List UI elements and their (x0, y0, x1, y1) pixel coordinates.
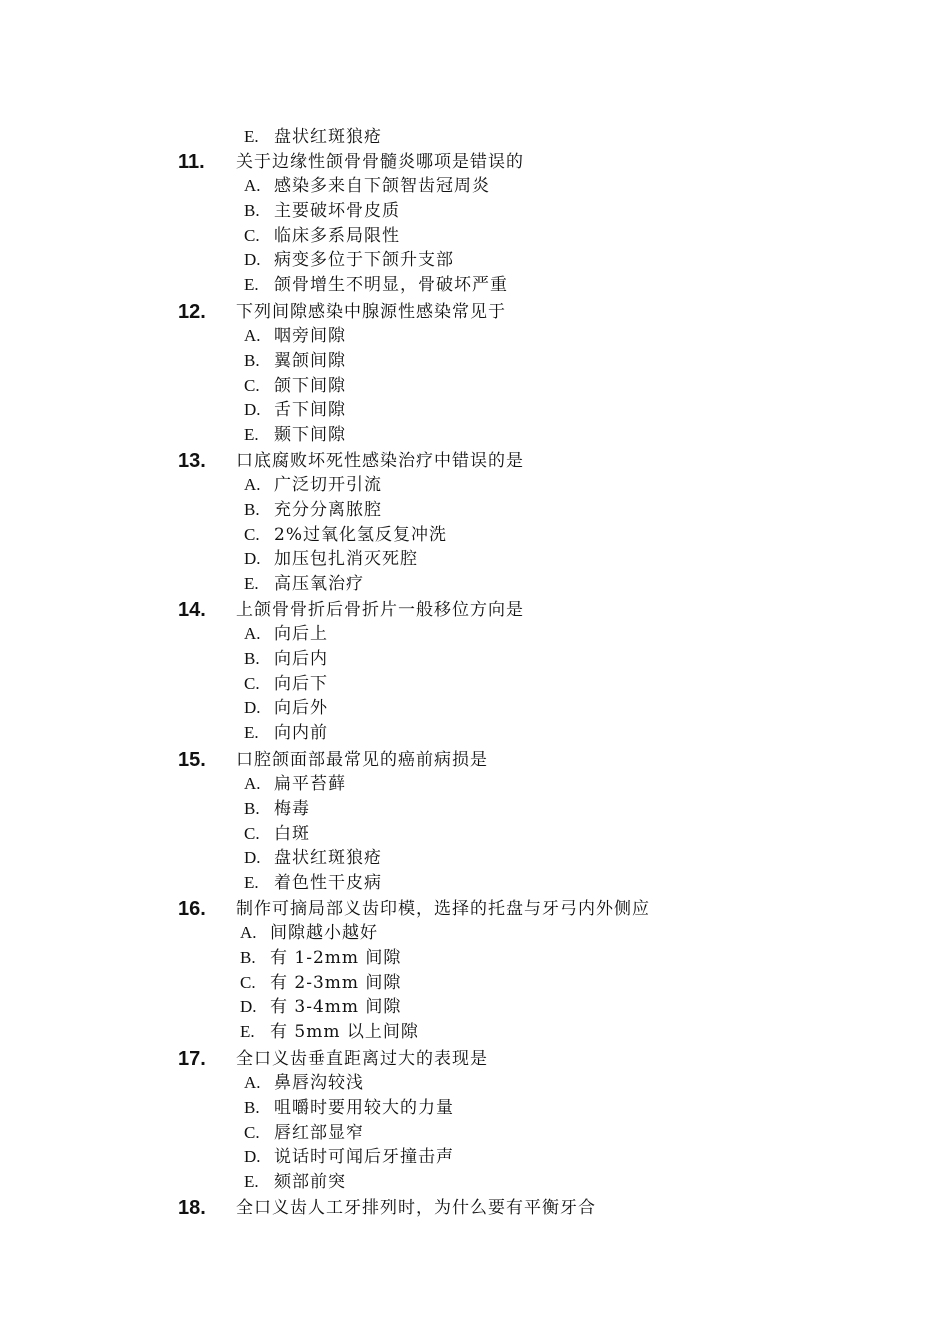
option-letter: A. (244, 774, 261, 793)
option-d (240, 996, 401, 1018)
question-number: 11. (178, 151, 205, 173)
option-text: 唇红部显窄 (274, 1123, 364, 1143)
option-text: 病变多位于下颌升支部 (274, 250, 454, 270)
option-letter: E. (244, 275, 259, 294)
option-d (244, 249, 454, 271)
option-letter: D. (244, 250, 261, 269)
option-text: 舌下间隙 (274, 400, 346, 420)
option-text: 有 1-2mm 间隙 (270, 948, 402, 968)
question-text: 制作可摘局部义齿印模，选择的托盘与牙弓内外侧应 (236, 899, 650, 919)
question-17 (178, 1047, 488, 1071)
option-b (240, 947, 401, 969)
question-text: 上颌骨骨折后骨折片一般移位方向是 (236, 600, 524, 620)
option-letter: B. (244, 500, 260, 519)
option-a (240, 922, 378, 944)
option-text: 向内前 (274, 723, 328, 743)
option-text: 加压包扎消灭死腔 (274, 549, 418, 569)
option-text: 向后内 (274, 649, 328, 669)
question-15 (178, 748, 488, 772)
option-letter: D. (244, 400, 261, 419)
option-letter: B. (244, 649, 260, 668)
option-d (244, 847, 382, 869)
option-letter: E. (240, 1022, 255, 1041)
option-letter: B. (240, 948, 256, 967)
option-d (244, 1146, 454, 1168)
option-b (244, 1097, 454, 1119)
question-12 (178, 300, 506, 324)
option-text: 充分分离脓腔 (274, 500, 382, 520)
option-text: 高压氧治疗 (274, 574, 364, 594)
option-letter: E. (244, 723, 259, 742)
option-text: 感染多来自下颌智齿冠周炎 (274, 176, 490, 196)
option-letter: C. (244, 376, 260, 395)
option-e (244, 872, 382, 894)
option-e (244, 1171, 346, 1193)
question-13 (178, 449, 524, 473)
question-number: 15. (178, 749, 206, 771)
option-text: 有 3-4mm 间隙 (270, 997, 402, 1017)
option-letter: C. (244, 674, 260, 693)
option-b (244, 350, 346, 372)
option-letter: C. (244, 226, 260, 245)
option-c (244, 673, 328, 695)
question-text: 下列间隙感染中腺源性感染常见于 (236, 302, 506, 322)
question-text: 关于边缘性颌骨骨髓炎哪项是错误的 (236, 152, 524, 172)
option-text: 盘状红斑狼疮 (274, 848, 382, 868)
option-e (244, 274, 508, 296)
question-11 (178, 150, 524, 174)
option-letter: A. (244, 326, 261, 345)
question-text: 全口义齿垂直距离过大的表现是 (236, 1049, 488, 1069)
option-b (244, 200, 400, 222)
option-text: 说话时可闻后牙撞击声 (274, 1147, 454, 1167)
option-letter: A. (240, 923, 257, 942)
option-text: 向后上 (274, 624, 328, 644)
option-text: 颌骨增生不明显，骨破坏严重 (274, 275, 508, 295)
option-letter: A. (244, 475, 261, 494)
option-text: 咽旁间隙 (274, 326, 346, 346)
question-number: 12. (178, 301, 206, 323)
question-number: 18. (178, 1197, 206, 1219)
option-letter: E. (244, 574, 259, 593)
option-b (244, 648, 328, 670)
question-16 (178, 897, 650, 921)
option-letter: E. (244, 1172, 259, 1191)
option-a (244, 773, 346, 795)
option-d (244, 548, 418, 570)
option-c (240, 972, 401, 994)
option-e (244, 722, 328, 744)
option-c (244, 375, 346, 397)
option-text: 鼻唇沟较浅 (274, 1073, 364, 1093)
question-number: 16. (178, 898, 206, 920)
option-a (244, 325, 346, 347)
option-letter: B. (244, 1098, 260, 1117)
option-text: 盘状红斑狼疮 (274, 127, 382, 147)
option-a (244, 474, 382, 496)
option-letter: A. (244, 1073, 261, 1092)
option-c (244, 1122, 364, 1144)
option-c (244, 823, 310, 845)
option-a (244, 623, 328, 645)
leading-option (244, 126, 382, 148)
option-text: 梅毒 (274, 799, 310, 819)
option-letter: B. (244, 799, 260, 818)
option-text: 扁平苔藓 (274, 774, 346, 794)
option-text: 有 5mm 以上间隙 (270, 1022, 419, 1042)
option-letter: B. (244, 201, 260, 220)
option-c (244, 524, 447, 546)
option-letter: E. (244, 873, 259, 892)
option-d (244, 399, 346, 421)
option-letter: E. (244, 425, 259, 444)
option-text: 广泛切开引流 (274, 475, 382, 495)
option-letter: C. (244, 525, 260, 544)
question-text: 全口义齿人工牙排列时，为什么要有平衡牙合 (236, 1198, 596, 1218)
option-letter: D. (244, 848, 261, 867)
question-14 (178, 598, 524, 622)
option-letter: C. (244, 824, 260, 843)
option-letter: E. (244, 127, 259, 146)
option-letter: A. (244, 624, 261, 643)
option-letter: D. (244, 1147, 261, 1166)
question-text: 口底腐败坏死性感染治疗中错误的是 (236, 451, 524, 471)
option-text: 向后下 (274, 674, 328, 694)
option-text: 颞下间隙 (274, 425, 346, 445)
question-number: 14. (178, 599, 206, 621)
option-text: 2%过氧化氢反复冲洗 (274, 525, 447, 545)
option-text: 翼颌间隙 (274, 351, 346, 371)
option-b (244, 798, 310, 820)
option-letter: C. (240, 973, 256, 992)
option-letter: B. (244, 351, 260, 370)
option-d (244, 697, 328, 719)
option-letter: C. (244, 1123, 260, 1142)
option-text: 咀嚼时要用较大的力量 (274, 1098, 454, 1118)
question-number: 17. (178, 1048, 206, 1070)
option-text: 着色性干皮病 (274, 873, 382, 893)
option-text: 有 2-3mm 间隙 (270, 973, 402, 993)
option-a (244, 175, 490, 197)
option-text: 颏部前突 (274, 1172, 346, 1192)
option-e (244, 573, 364, 595)
option-text: 向后外 (274, 698, 328, 718)
option-text: 主要破坏骨皮质 (274, 201, 400, 221)
question-text: 口腔颌面部最常见的癌前病损是 (236, 750, 488, 770)
question-18 (178, 1196, 596, 1220)
option-letter: D. (244, 698, 261, 717)
question-number: 13. (178, 450, 206, 472)
option-e (240, 1021, 419, 1043)
option-b (244, 499, 382, 521)
option-text: 白斑 (274, 824, 310, 844)
option-letter: D. (244, 549, 261, 568)
option-e (244, 424, 346, 446)
option-letter: D. (240, 997, 257, 1016)
option-text: 间隙越小越好 (270, 923, 378, 943)
option-text: 颌下间隙 (274, 376, 346, 396)
option-text: 临床多系局限性 (274, 226, 400, 246)
option-c (244, 225, 400, 247)
option-letter: A. (244, 176, 261, 195)
option-a (244, 1072, 364, 1094)
